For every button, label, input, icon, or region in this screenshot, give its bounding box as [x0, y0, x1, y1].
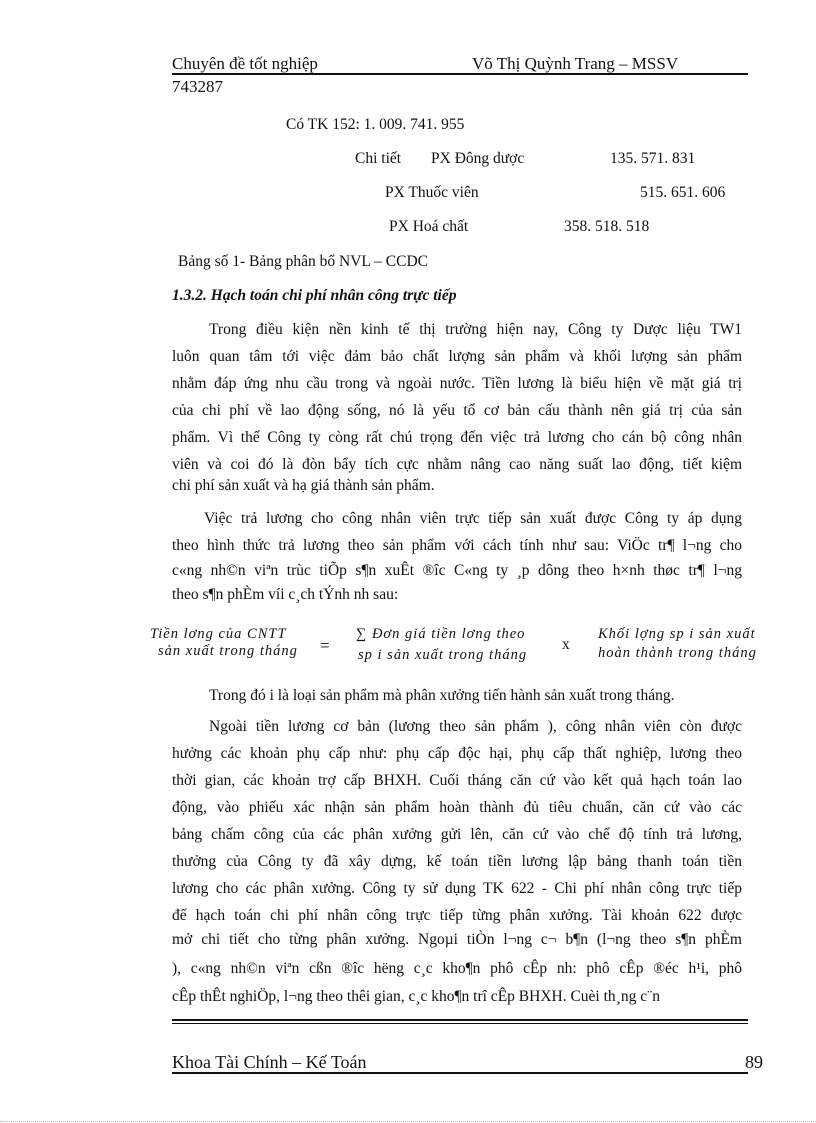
- header-left: Chuyên đề tốt nghiệp: [172, 54, 318, 73]
- footer-rule-under: [172, 1072, 748, 1074]
- footer-rule-bottom: [172, 1023, 748, 1024]
- para4-line: động, vào phiếu xác nhận sản phẩm hoàn thành đủ tiêu chuẩn, căn cứ vào các: [172, 799, 742, 816]
- formula-lhs-top: Tiền lơng của CNTT: [150, 626, 287, 642]
- para1-line: chi phí sản xuất và hạ giá thành sản phẩm.: [172, 477, 435, 494]
- table-caption: Bảng số 1- Bảng phân bổ NVL – CCDC: [178, 253, 428, 270]
- footer-rule-top: [172, 1019, 748, 1021]
- section-heading: 1.3.2. Hạch toán chi phí nhân công trực tiếp: [172, 287, 457, 304]
- para1-line: nhằm đáp ứng nhu cầu trong và ngoài nước. Tiền lương là biểu hiện về mặt giá trị: [172, 375, 742, 392]
- header-rule: [172, 73, 748, 75]
- formula-mid-bottom: sp i sản xuất trong tháng: [358, 647, 528, 663]
- para4-line: lương cho các phân xưởng. Công ty sử dụng TK 622 - Chi phí nhân công trực tiếp: [172, 880, 742, 897]
- formula-lhs-bottom: sản xuất trong tháng: [158, 643, 298, 659]
- para4-line: Ngoài tiền lương cơ bản (lương theo sản phẩm ), công nhân viên còn được: [209, 718, 742, 735]
- formula-rhs-top: Khối lợng sp i sản xuất: [598, 626, 756, 642]
- para4-line: ), c«ng nh©n viªn cßn ®îc hëng c¸c kho¶n phô cÊp nh: phô cÊp ®éc h¹i, phô: [172, 960, 742, 977]
- ledger-row-amount: 135. 571. 831: [610, 150, 696, 167]
- para1-line: phẩm. Vì thế Công ty còng rất chú trọng đến việc trả lương cho cán bộ công nhân: [172, 429, 742, 446]
- para2-line: Việc trả lương cho công nhân viên trực tiếp sản xuất được Công ty áp dụng: [204, 510, 742, 527]
- page-edge: [0, 1121, 816, 1122]
- para4-line: thưởng của Công ty đã xây dựng, kế toán tiền lương lập bảng thanh toán tiền: [172, 853, 742, 870]
- para4-line: cÊp thÊt nghiÖp, l¬ng theo thêi gian, c¸c kho¶n trî cÊp BHXH. Cuèi th¸ng c¨n: [172, 988, 660, 1005]
- para4-line: thời gian, các khoản trợ cấp BHXH. Cuối tháng căn cứ vào kết quả hạch toán lao: [172, 772, 742, 789]
- formula-times: x: [562, 636, 570, 653]
- ledger-credit: Có TK 152: 1. 009. 741. 955: [286, 116, 465, 133]
- para4-line: mở chi tiết cho từng phân xưởng. Ngoµi tiÒn l¬ng c¬ b¶n (l¬ng theo s¶n phÈm: [172, 931, 742, 948]
- formula-mid-top: ∑ Đơn giá tiền lơng theo: [356, 626, 526, 642]
- formula-equals: =: [320, 636, 330, 655]
- para1-line: của chi phí về lao động sống, nó là yếu tố cơ bản cấu thành nên giá trị của sản: [172, 402, 742, 419]
- ledger-row-name: PX Hoá chất: [389, 218, 469, 235]
- ledger-row-name: PX Đông dược: [431, 150, 525, 167]
- ledger-row-amount: 358. 518. 518: [564, 218, 650, 235]
- para4-line: hưởng các khoản phụ cấp như: phụ cấp độc hại, phụ cấp thất nghiệp, lương theo: [172, 745, 742, 762]
- para4-line: để hạch toán chi phí nhân công trực tiếp từng phân xưởng. Tài khoản 622 được: [172, 907, 742, 924]
- para1-line: luôn quan tâm tới việc đảm bảo chất lượng sản phẩm và khối lượng sản phẩm: [172, 348, 742, 365]
- para2-line: theo hình thức trả lương theo sản phẩm với cách tính như sau: ViÖc tr¶ l¬ng cho: [172, 537, 742, 554]
- para2-line: theo s¶n phÈm víi c¸ch tÝnh nh sau:: [172, 586, 399, 603]
- ledger-row-amount: 515. 651. 606: [640, 184, 726, 201]
- page-number: 89: [745, 1052, 763, 1072]
- para2-line: c«ng nh©n viªn trùc tiÕp s¶n xuÊt ®îc C«ng ty ¸p dông theo h×nh thøc tr¶ l¬ng: [172, 562, 742, 579]
- formula-rhs-bottom: hoàn thành trong tháng: [598, 645, 757, 661]
- header-sub: 743287: [172, 77, 223, 96]
- footer-left: Khoa Tài Chính – Kế Toán: [172, 1052, 367, 1072]
- para3: Trong đó i là loại sản phẩm mà phân xưởng tiến hành sản xuất trong tháng.: [209, 687, 675, 704]
- ledger-detail-label: Chi tiết: [355, 150, 402, 167]
- ledger-row-name: PX Thuốc viên: [385, 184, 479, 201]
- header-right: Võ Thị Quỳnh Trang – MSSV: [472, 54, 679, 73]
- para1-line: viên và coi đó là đòn bẩy tích cực nhằm nâng cao năng suất lao động, tiết kiệm: [172, 456, 742, 473]
- para4-line: bảng chấm công của các phân xưởng gửi lên, căn cứ vào chế độ tính trả lương,: [172, 826, 742, 843]
- para1-line: Trong điều kiện nền kinh tế thị trường hiện nay, Công ty Dược liệu TW1: [209, 321, 742, 338]
